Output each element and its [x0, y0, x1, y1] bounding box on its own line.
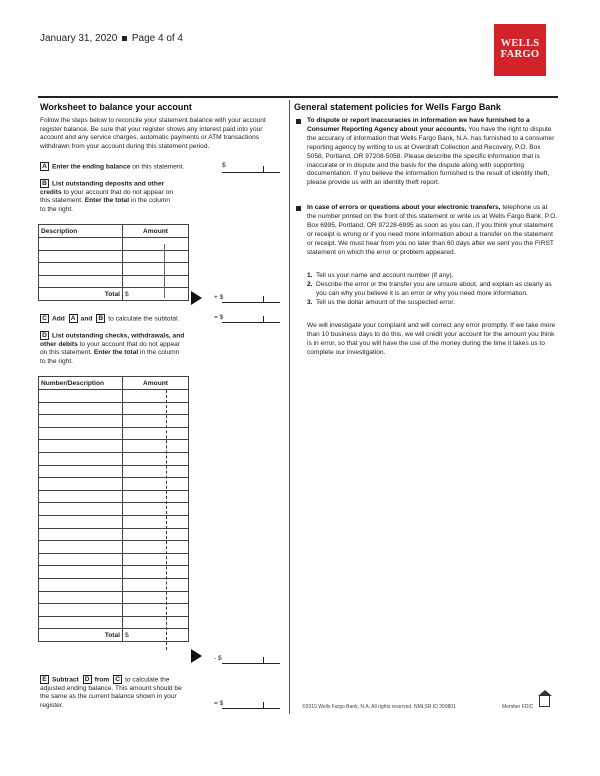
- debit-amount-cell[interactable]: [123, 566, 189, 579]
- debit-description-cell[interactable]: [39, 541, 123, 554]
- list-item: 3. Tell us the dollar amount of the suspected error.: [307, 298, 455, 306]
- list-item: 1. Tell us your name and account number (if any).: [307, 272, 454, 279]
- debit-amount-cell[interactable]: [123, 390, 189, 403]
- statement-date: January 31, 2020: [40, 33, 118, 44]
- step-a-box: A: [40, 162, 49, 171]
- debits-total-label: Total: [39, 629, 123, 642]
- debit-description-cell[interactable]: [39, 553, 123, 566]
- deposit-amount-cell[interactable]: [123, 250, 189, 263]
- debit-description-cell[interactable]: [39, 616, 123, 629]
- step-e-subtract: Subtract: [52, 676, 79, 684]
- debit-amount-cell[interactable]: [123, 553, 189, 566]
- policy-item-errors: [296, 204, 558, 257]
- deposit-description-cell[interactable]: [39, 250, 123, 263]
- worksheet-intro: Follow the steps below to reconcile your statement balance with your account register balance. Be sure that your register shows any interest paid into your account and any service charges, automatic payments or ATM transactions withdrawn from your account during this statement period.: [40, 117, 266, 150]
- worksheet-title: Worksheet to balance your account: [40, 102, 192, 112]
- header-divider: [38, 96, 558, 98]
- table-row: [39, 250, 189, 263]
- subtotal-field[interactable]: [222, 322, 280, 323]
- step-b-line1: List outstanding deposits and other: [52, 180, 165, 188]
- policy-item-errors-heading: In case of errors or questions about your electronic transfers,: [307, 204, 501, 211]
- step-b: [40, 179, 200, 215]
- debit-amount-cell[interactable]: [123, 427, 189, 440]
- step-b-line4: to the right.: [40, 206, 73, 214]
- separator-square-icon: [122, 36, 127, 41]
- logo-line-1: WELLS: [500, 38, 540, 49]
- debit-amount-cell[interactable]: [123, 452, 189, 465]
- policy-item-dispute: [296, 117, 558, 188]
- step-e-line2: adjusted ending balance. This amount should be: [40, 684, 182, 692]
- adjusted-balance-eq: = $: [214, 700, 224, 707]
- step-d-line3a: on this statement.: [40, 349, 94, 357]
- statement-date-page: [40, 33, 183, 44]
- deposits-table: [38, 224, 189, 301]
- deposit-amount-cell[interactable]: [123, 275, 189, 288]
- step-d-line2-bold: other debits: [40, 340, 78, 348]
- debit-amount-cell[interactable]: [123, 402, 189, 415]
- deposits-total-currency: $: [125, 290, 129, 298]
- step-e-box-d: D: [83, 675, 92, 684]
- equal-housing-lender-icon: [538, 690, 552, 707]
- debit-description-cell[interactable]: [39, 503, 123, 516]
- debit-amount-cell[interactable]: [123, 578, 189, 591]
- adjusted-balance-field[interactable]: [222, 708, 280, 709]
- column-divider: [289, 100, 290, 714]
- step-a: [40, 162, 184, 172]
- logo-line-2: FARGO: [500, 49, 540, 60]
- step-b-line3a: this statement.: [40, 197, 85, 205]
- step-d-line4: to the right.: [40, 358, 73, 366]
- step-d-line3-bold: Enter the total: [93, 349, 139, 357]
- step-b-box: B: [40, 179, 49, 188]
- debit-description-cell[interactable]: [39, 490, 123, 503]
- step-c-and: and: [80, 315, 93, 323]
- debits-col-amount: Amount: [123, 377, 189, 390]
- debit-description-cell[interactable]: [39, 465, 123, 478]
- bullet-icon: [296, 119, 301, 124]
- debits-col-description: Number/Description: [39, 377, 123, 390]
- page-number: Page 4 of 4: [131, 33, 183, 44]
- deposit-amount-cell[interactable]: [123, 238, 189, 251]
- deposits-total-label: Total: [39, 288, 123, 301]
- debit-amount-cell[interactable]: [123, 515, 189, 528]
- policy-item-errors-text: telephone us at the number printed on the front of this statement or write us at Wells Fargo Bank, P.O. Box 6995, Portland, OR 97228-6995 as soon as you can, if you think your statement or receipt is wrong or if you need more information about a transfer on the statement or receipt. We must hear from you no later than 60 days after we sent you the FIRST statement on which the error or problem appeared.: [307, 204, 558, 256]
- debits-cents-divider: [166, 390, 167, 650]
- debit-description-cell[interactable]: [39, 452, 123, 465]
- step-a-currency: $: [222, 162, 226, 169]
- policy-step-2: Describe the error or the transfer you are unsure about, and explain as clearly as you can why you believe it is an error or why you need more information.: [316, 280, 552, 297]
- table-row: [39, 238, 189, 251]
- step-b-line2-bold: credits: [40, 188, 62, 196]
- step-d-line1: List outstanding checks, withdrawals, and: [52, 332, 185, 340]
- debit-description-cell[interactable]: [39, 415, 123, 428]
- debits-total-cents-divider: [263, 657, 264, 664]
- deposit-amount-cell[interactable]: [123, 263, 189, 276]
- step-e-box-c: C: [113, 675, 122, 684]
- debit-amount-cell[interactable]: [123, 478, 189, 491]
- bullet-icon: [296, 206, 301, 211]
- step-b-line3b: in the column: [129, 197, 171, 205]
- arrow-right-icon: [191, 649, 202, 663]
- debits-total-cell[interactable]: [123, 629, 189, 642]
- step-a-bold: Enter the ending balance: [52, 163, 131, 171]
- step-c-box-b: B: [96, 314, 105, 323]
- step-e-from: from: [94, 676, 110, 684]
- deposits-col-description: Description: [39, 225, 123, 238]
- step-c-add: Add: [52, 315, 65, 323]
- debit-description-cell[interactable]: [39, 604, 123, 617]
- policy-step-1: Tell us your name and account number (if any).: [316, 272, 454, 279]
- policy-step-3: Tell us the dollar amount of the suspected error.: [316, 298, 455, 306]
- debit-description-cell[interactable]: [39, 528, 123, 541]
- step-c-box-a: A: [69, 314, 78, 323]
- step-d-line2-rest: to your account that do not appear: [77, 340, 181, 348]
- copyright: ©2010 Wells Fargo Bank, N.A. All rights reserved. NMLSR ID 399801: [302, 704, 456, 710]
- debit-amount-cell[interactable]: [123, 440, 189, 453]
- deposit-description-cell[interactable]: [39, 275, 123, 288]
- debit-description-cell[interactable]: [39, 515, 123, 528]
- step-b-line3-bold: Enter the total: [84, 197, 130, 205]
- step-c-box: C: [40, 314, 49, 323]
- debit-description-cell[interactable]: [39, 390, 123, 403]
- debit-amount-cell[interactable]: [123, 591, 189, 604]
- step-d-line3b: in the column: [138, 349, 180, 357]
- deposit-description-cell[interactable]: [39, 238, 123, 251]
- deposits-col-amount: Amount: [123, 225, 189, 238]
- policies-title: General statement policies for Wells Fargo Bank: [294, 102, 501, 112]
- debit-amount-cell[interactable]: [123, 604, 189, 617]
- subtotal-cents-divider: [263, 316, 264, 323]
- list-item: 2. Describe the error or the transfer you are unsure about, and explain as clearly as you can why you believe it is an error or why you need more information.: [307, 281, 557, 299]
- debit-description-cell[interactable]: [39, 591, 123, 604]
- debit-description-cell[interactable]: [39, 478, 123, 491]
- step-e: [40, 675, 205, 711]
- debit-amount-cell[interactable]: [123, 490, 189, 503]
- deposits-cents-divider: [164, 244, 165, 298]
- deposits-total-field[interactable]: [222, 302, 280, 303]
- debits-total-minus: - $: [214, 655, 222, 662]
- adjusted-balance-cents-divider: [263, 702, 264, 709]
- step-b-line2-rest: to your account that do not appear on: [61, 188, 174, 196]
- deposits-total-plus: + $: [214, 294, 224, 301]
- debit-amount-cell[interactable]: [123, 415, 189, 428]
- table-row: [39, 275, 189, 288]
- table-row: [39, 263, 189, 276]
- debit-description-cell[interactable]: [39, 566, 123, 579]
- arrow-right-icon: [191, 291, 202, 305]
- policy-item-dispute-text: You have the right to dispute the accuracy of information that Wells Fargo Bank, N.A. has furnished to a consumer reporting agency by writing to us at Overdraft Collection and Recovery, P.O. Box 5058, Portland, OR 97208-5058. Please describe the specific information that is inaccurate or in dispute and the basis for the dispute along with supporting documentation. If you believe the information furnished is the result of identity theft, please provide us with an identity theft report.: [307, 125, 555, 187]
- policy-item-dispute-heading: To dispute or report inaccuracies in information we have furnished to a Consumer Reporting Agency about your accounts.: [307, 117, 530, 133]
- policy-steps-list: [307, 272, 557, 308]
- debit-amount-cell[interactable]: [123, 465, 189, 478]
- debits-total-currency: $: [125, 631, 129, 639]
- deposit-description-cell[interactable]: [39, 263, 123, 276]
- debit-description-cell[interactable]: [39, 402, 123, 415]
- debit-amount-cell[interactable]: [123, 616, 189, 629]
- step-e-box: E: [40, 675, 49, 684]
- step-a-text: on this statement.: [130, 163, 185, 171]
- step-e-line4: register.: [40, 702, 64, 710]
- debit-description-cell[interactable]: [39, 578, 123, 591]
- debit-description-cell[interactable]: [39, 440, 123, 453]
- step-c-rest: to calculate the subtotal.: [108, 315, 180, 323]
- deposits-total-cell[interactable]: [123, 288, 189, 301]
- step-d-box: D: [40, 331, 49, 340]
- member-fdic: Member FDIC: [502, 704, 534, 710]
- ending-balance-cents-divider: [263, 166, 264, 173]
- subtotal-eq: = $: [214, 314, 224, 321]
- debit-amount-cell[interactable]: [123, 541, 189, 554]
- debits-total-field[interactable]: [222, 663, 280, 664]
- step-d: [40, 331, 200, 367]
- debit-description-cell[interactable]: [39, 427, 123, 440]
- debit-amount-cell[interactable]: [123, 503, 189, 516]
- step-e-line1-rest: to calculate the: [125, 676, 170, 684]
- deposits-total-cents-divider: [263, 296, 264, 303]
- ending-balance-field[interactable]: [222, 172, 280, 173]
- debit-amount-cell[interactable]: [123, 528, 189, 541]
- policy-closing: We will investigate your complaint and will correct any error promptly. If we take more than 10 business days to do this, we will credit your account for the amount you think is in error, so that you will have the use of the money during the time it takes us to complete our investigation.: [307, 322, 556, 356]
- step-e-line3: the same as the current balance shown in your: [40, 693, 177, 701]
- step-c: [40, 314, 179, 324]
- wells-fargo-logo: [494, 24, 546, 76]
